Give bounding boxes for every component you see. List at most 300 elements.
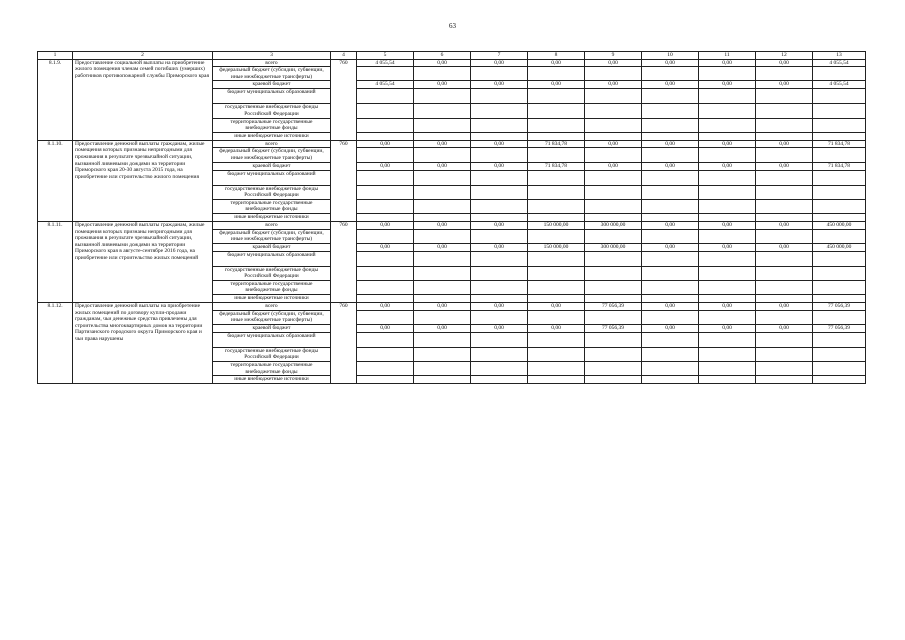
- funding-source: государственные внебюджетные фонды Российской Федерации: [213, 104, 331, 118]
- value-cell: [756, 332, 813, 347]
- funding-source: бюджет муниципальных образований: [213, 170, 331, 185]
- value-cell: [471, 332, 528, 347]
- value-cell: [357, 362, 414, 376]
- value-cell: [699, 229, 756, 243]
- value-cell: 77 056,39: [585, 324, 642, 332]
- value-cell: 71 834,78: [813, 162, 866, 170]
- value-cell: [642, 310, 699, 324]
- value-cell: 4 055,54: [357, 81, 414, 89]
- funding-source: иные внебюджетные источники: [213, 132, 331, 140]
- admin-code: 760: [331, 303, 357, 384]
- value-cell: [756, 89, 813, 104]
- value-cell: 0,00: [471, 303, 528, 311]
- value-cell: 0,00: [414, 140, 471, 148]
- value-cell: [642, 170, 699, 185]
- value-cell: [414, 347, 471, 361]
- value-cell: [414, 376, 471, 384]
- value-cell: [585, 213, 642, 221]
- value-cell: [585, 118, 642, 132]
- value-cell: [528, 170, 585, 185]
- column-header: 9: [585, 52, 642, 60]
- value-cell: [357, 104, 414, 118]
- value-cell: [699, 185, 756, 199]
- value-cell: [414, 132, 471, 140]
- value-cell: [471, 213, 528, 221]
- value-cell: [357, 229, 414, 243]
- value-cell: 0,00: [471, 162, 528, 170]
- value-cell: 0,00: [528, 324, 585, 332]
- value-cell: 0,00: [585, 162, 642, 170]
- value-cell: 0,00: [471, 324, 528, 332]
- value-cell: [414, 170, 471, 185]
- value-cell: [699, 251, 756, 266]
- value-cell: 0,00: [528, 59, 585, 67]
- value-cell: [756, 104, 813, 118]
- value-cell: [813, 310, 866, 324]
- value-cell: [357, 280, 414, 294]
- value-cell: [471, 118, 528, 132]
- value-cell: [357, 148, 414, 162]
- value-cell: [813, 362, 866, 376]
- budget-table: [37, 51, 866, 384]
- value-cell: [471, 89, 528, 104]
- value-cell: [528, 362, 585, 376]
- value-cell: [699, 295, 756, 303]
- value-cell: 450 000,00: [813, 221, 866, 229]
- value-cell: [642, 295, 699, 303]
- value-cell: [585, 170, 642, 185]
- funding-source: иные внебюджетные источники: [213, 376, 331, 384]
- value-cell: [528, 332, 585, 347]
- value-cell: [414, 266, 471, 280]
- value-cell: 0,00: [471, 243, 528, 251]
- value-cell: [357, 251, 414, 266]
- value-cell: [813, 280, 866, 294]
- value-cell: [471, 229, 528, 243]
- value-cell: [585, 132, 642, 140]
- value-cell: [813, 89, 866, 104]
- column-header: 8: [528, 52, 585, 60]
- value-cell: [756, 132, 813, 140]
- admin-code: 760: [331, 140, 357, 221]
- value-cell: [528, 295, 585, 303]
- table-row: [38, 59, 866, 67]
- value-cell: [528, 347, 585, 361]
- table-row: [38, 303, 866, 311]
- value-cell: 0,00: [414, 243, 471, 251]
- value-cell: 0,00: [756, 162, 813, 170]
- value-cell: [357, 295, 414, 303]
- value-cell: [585, 295, 642, 303]
- value-cell: [813, 185, 866, 199]
- value-cell: [756, 266, 813, 280]
- value-cell: [756, 347, 813, 361]
- value-cell: [813, 132, 866, 140]
- funding-source: всего: [213, 221, 331, 229]
- value-cell: [699, 199, 756, 213]
- value-cell: [357, 376, 414, 384]
- value-cell: [813, 213, 866, 221]
- value-cell: [471, 148, 528, 162]
- value-cell: [585, 229, 642, 243]
- value-cell: [528, 266, 585, 280]
- value-cell: [756, 213, 813, 221]
- funding-source: федеральный бюджет (субсидии, субвенции, иные межбюджетные трансферты): [213, 67, 331, 81]
- value-cell: [756, 148, 813, 162]
- value-cell: 71 834,78: [813, 140, 866, 148]
- value-cell: [357, 67, 414, 81]
- table-row: [38, 221, 866, 229]
- value-cell: [414, 280, 471, 294]
- value-cell: [585, 199, 642, 213]
- value-cell: [471, 104, 528, 118]
- value-cell: [585, 251, 642, 266]
- value-cell: [414, 213, 471, 221]
- value-cell: [528, 148, 585, 162]
- value-cell: [699, 67, 756, 81]
- value-cell: 0,00: [357, 303, 414, 311]
- value-cell: [528, 118, 585, 132]
- value-cell: [471, 362, 528, 376]
- value-cell: [813, 376, 866, 384]
- value-cell: [642, 67, 699, 81]
- value-cell: [357, 199, 414, 213]
- column-header: 2: [73, 52, 213, 60]
- item-name: Предоставление социальной выплаты на приобретение жилого помещения членам семей погибших (умерших) работников противопожарной службы Приморского края: [73, 59, 213, 140]
- column-header: 1: [38, 52, 73, 60]
- value-cell: 0,00: [471, 81, 528, 89]
- value-cell: [699, 310, 756, 324]
- value-cell: [414, 185, 471, 199]
- value-cell: 0,00: [357, 324, 414, 332]
- value-cell: [813, 266, 866, 280]
- value-cell: [642, 213, 699, 221]
- value-cell: [813, 229, 866, 243]
- value-cell: 71 834,78: [528, 162, 585, 170]
- value-cell: 0,00: [756, 324, 813, 332]
- funding-source: территориальные государственные внебюджетные фонды: [213, 118, 331, 132]
- funding-source: всего: [213, 59, 331, 67]
- value-cell: [813, 67, 866, 81]
- item-number: 8.1.11.: [38, 221, 73, 302]
- value-cell: [414, 310, 471, 324]
- value-cell: [528, 185, 585, 199]
- value-cell: [813, 295, 866, 303]
- funding-source: краевой бюджет: [213, 162, 331, 170]
- value-cell: [699, 148, 756, 162]
- value-cell: [414, 229, 471, 243]
- value-cell: [699, 376, 756, 384]
- funding-source: государственные внебюджетные фонды Российской Федерации: [213, 185, 331, 199]
- value-cell: [756, 310, 813, 324]
- funding-source: краевой бюджет: [213, 81, 331, 89]
- value-cell: [414, 148, 471, 162]
- value-cell: [471, 295, 528, 303]
- funding-source: территориальные государственные внебюджетные фонды: [213, 280, 331, 294]
- value-cell: 4 055,54: [813, 59, 866, 67]
- value-cell: [357, 213, 414, 221]
- item-name: Предоставление денежной выплаты гражданам, жилые помещения которых признаны непригодными для проживания в результате чрезвычайной ситуации, вызванной ливневыми дождями на территории Приморского края в августе-сентябре 2016 года, на приобретение или строительство жилых помещений: [73, 221, 213, 302]
- value-cell: 0,00: [699, 243, 756, 251]
- value-cell: 300 000,00: [585, 243, 642, 251]
- page-number: 63: [449, 22, 456, 30]
- funding-source: краевой бюджет: [213, 324, 331, 332]
- value-cell: 4 055,54: [813, 81, 866, 89]
- value-cell: [699, 89, 756, 104]
- funding-source: бюджет муниципальных образований: [213, 251, 331, 266]
- value-cell: [585, 376, 642, 384]
- value-cell: 0,00: [642, 81, 699, 89]
- value-cell: [699, 132, 756, 140]
- value-cell: [642, 362, 699, 376]
- value-cell: 0,00: [414, 221, 471, 229]
- value-cell: 0,00: [414, 59, 471, 67]
- value-cell: [699, 332, 756, 347]
- column-header: 7: [471, 52, 528, 60]
- table-row: [38, 140, 866, 148]
- value-cell: [414, 295, 471, 303]
- value-cell: 0,00: [471, 59, 528, 67]
- funding-source: государственные внебюджетные фонды Российской Федерации: [213, 266, 331, 280]
- value-cell: [756, 170, 813, 185]
- item-number: 8.1.10.: [38, 140, 73, 221]
- value-cell: [471, 266, 528, 280]
- value-cell: [471, 199, 528, 213]
- value-cell: 0,00: [642, 221, 699, 229]
- value-cell: 0,00: [642, 59, 699, 67]
- value-cell: [471, 132, 528, 140]
- value-cell: 0,00: [642, 140, 699, 148]
- funding-source: государственные внебюджетные фонды Российской Федерации: [213, 347, 331, 361]
- item-name: Предоставление денежной выплаты гражданам, жилые помещения которых признаны непригодными для проживания в результате чрезвычайной ситуации, вызванной ливневыми дождями на территории Приморского края 20-30 августа 2015 года, на приобретение или строительство жилого помещения: [73, 140, 213, 221]
- value-cell: 0,00: [414, 81, 471, 89]
- value-cell: [756, 199, 813, 213]
- value-cell: [414, 199, 471, 213]
- value-cell: [357, 89, 414, 104]
- value-cell: [642, 185, 699, 199]
- value-cell: [813, 118, 866, 132]
- value-cell: [357, 185, 414, 199]
- value-cell: 0,00: [585, 59, 642, 67]
- value-cell: [471, 376, 528, 384]
- value-cell: [699, 170, 756, 185]
- value-cell: 77 056,39: [813, 303, 866, 311]
- value-cell: [528, 67, 585, 81]
- value-cell: [528, 104, 585, 118]
- value-cell: [642, 280, 699, 294]
- value-cell: [756, 376, 813, 384]
- value-cell: [528, 213, 585, 221]
- value-cell: [471, 347, 528, 361]
- value-cell: 0,00: [756, 221, 813, 229]
- value-cell: [699, 266, 756, 280]
- value-cell: [756, 118, 813, 132]
- value-cell: [756, 229, 813, 243]
- value-cell: [585, 148, 642, 162]
- value-cell: 0,00: [642, 303, 699, 311]
- value-cell: [414, 118, 471, 132]
- value-cell: [699, 213, 756, 221]
- column-header: 10: [642, 52, 699, 60]
- value-cell: [528, 251, 585, 266]
- value-cell: 0,00: [357, 162, 414, 170]
- value-cell: 0,00: [699, 221, 756, 229]
- value-cell: [756, 295, 813, 303]
- value-cell: [642, 199, 699, 213]
- column-header: 4: [331, 52, 357, 60]
- value-cell: [528, 229, 585, 243]
- column-header: 3: [213, 52, 331, 60]
- funding-source: федеральный бюджет (субсидии, субвенции, иные межбюджетные трансферты): [213, 148, 331, 162]
- value-cell: [699, 118, 756, 132]
- value-cell: 0,00: [699, 59, 756, 67]
- value-cell: [699, 280, 756, 294]
- column-header: 6: [414, 52, 471, 60]
- value-cell: 0,00: [756, 81, 813, 89]
- value-cell: 0,00: [756, 243, 813, 251]
- value-cell: 0,00: [642, 162, 699, 170]
- value-cell: 0,00: [528, 303, 585, 311]
- value-cell: [414, 362, 471, 376]
- value-cell: [357, 118, 414, 132]
- value-cell: [528, 280, 585, 294]
- value-cell: [813, 332, 866, 347]
- value-cell: 0,00: [414, 324, 471, 332]
- value-cell: 0,00: [756, 59, 813, 67]
- value-cell: 0,00: [699, 324, 756, 332]
- value-cell: [585, 362, 642, 376]
- value-cell: [642, 266, 699, 280]
- value-cell: [813, 170, 866, 185]
- value-cell: [642, 104, 699, 118]
- value-cell: 77 056,39: [585, 303, 642, 311]
- value-cell: [528, 132, 585, 140]
- value-cell: 0,00: [357, 243, 414, 251]
- value-cell: [642, 251, 699, 266]
- value-cell: [642, 148, 699, 162]
- value-cell: 150 000,00: [528, 221, 585, 229]
- admin-code: 760: [331, 59, 357, 140]
- value-cell: [585, 332, 642, 347]
- value-cell: 77 056,39: [813, 324, 866, 332]
- funding-source: территориальные государственные внебюджетные фонды: [213, 362, 331, 376]
- column-header: 12: [756, 52, 813, 60]
- value-cell: 0,00: [471, 221, 528, 229]
- value-cell: [357, 266, 414, 280]
- value-cell: 0,00: [528, 81, 585, 89]
- funding-source: федеральный бюджет (субсидии, субвенции, иные межбюджетные трансферты): [213, 229, 331, 243]
- value-cell: [528, 199, 585, 213]
- value-cell: [756, 280, 813, 294]
- funding-source: краевой бюджет: [213, 243, 331, 251]
- value-cell: [642, 376, 699, 384]
- funding-source: бюджет муниципальных образований: [213, 89, 331, 104]
- value-cell: 0,00: [357, 221, 414, 229]
- value-cell: [813, 199, 866, 213]
- value-cell: 0,00: [585, 140, 642, 148]
- value-cell: [642, 347, 699, 361]
- value-cell: 0,00: [414, 303, 471, 311]
- value-cell: [813, 148, 866, 162]
- value-cell: [642, 89, 699, 104]
- value-cell: [699, 347, 756, 361]
- value-cell: [414, 332, 471, 347]
- column-header: 11: [699, 52, 756, 60]
- value-cell: [471, 280, 528, 294]
- value-cell: [471, 185, 528, 199]
- value-cell: [642, 332, 699, 347]
- value-cell: [585, 266, 642, 280]
- value-cell: 0,00: [756, 140, 813, 148]
- value-cell: [813, 251, 866, 266]
- value-cell: 450 000,00: [813, 243, 866, 251]
- value-cell: [813, 347, 866, 361]
- value-cell: 0,00: [642, 243, 699, 251]
- value-cell: 300 000,00: [585, 221, 642, 229]
- value-cell: [585, 104, 642, 118]
- value-cell: [471, 251, 528, 266]
- value-cell: 0,00: [699, 303, 756, 311]
- value-cell: [756, 251, 813, 266]
- funding-source: всего: [213, 140, 331, 148]
- value-cell: [756, 362, 813, 376]
- item-number: 8.1.12.: [38, 303, 73, 384]
- value-cell: [414, 89, 471, 104]
- value-cell: [642, 229, 699, 243]
- value-cell: [357, 170, 414, 185]
- value-cell: [471, 310, 528, 324]
- value-cell: 150 000,00: [528, 243, 585, 251]
- funding-source: всего: [213, 303, 331, 311]
- value-cell: 0,00: [471, 140, 528, 148]
- value-cell: [585, 310, 642, 324]
- value-cell: [585, 89, 642, 104]
- value-cell: [528, 89, 585, 104]
- funding-source: территориальные государственные внебюджетные фонды: [213, 199, 331, 213]
- value-cell: 0,00: [642, 324, 699, 332]
- value-cell: 0,00: [699, 140, 756, 148]
- value-cell: [528, 310, 585, 324]
- admin-code: 760: [331, 221, 357, 302]
- value-cell: [699, 362, 756, 376]
- value-cell: [414, 104, 471, 118]
- value-cell: [642, 132, 699, 140]
- value-cell: [642, 118, 699, 132]
- value-cell: [756, 185, 813, 199]
- item-name: Предоставление денежной выплаты на приобретение жилых помещений по договору купли-продажи гражданам, чьи денежные средства привлечены для строительства многоквартирных домов на территории Партизанского городского округа Приморского края и чьи права нарушены: [73, 303, 213, 384]
- value-cell: [414, 67, 471, 81]
- value-cell: 0,00: [357, 140, 414, 148]
- value-cell: 0,00: [585, 81, 642, 89]
- value-cell: 0,00: [699, 162, 756, 170]
- value-cell: [585, 347, 642, 361]
- column-header: 13: [813, 52, 866, 60]
- funding-source: бюджет муниципальных образований: [213, 332, 331, 347]
- value-cell: [357, 332, 414, 347]
- value-cell: [585, 185, 642, 199]
- header-row: [38, 52, 866, 60]
- item-number: 8.1.9.: [38, 59, 73, 140]
- funding-source: федеральный бюджет (субсидии, субвенции, иные межбюджетные трансферты): [213, 310, 331, 324]
- column-header: 5: [357, 52, 414, 60]
- value-cell: [756, 67, 813, 81]
- value-cell: [357, 132, 414, 140]
- value-cell: [357, 347, 414, 361]
- value-cell: [585, 67, 642, 81]
- value-cell: [471, 67, 528, 81]
- value-cell: 0,00: [699, 81, 756, 89]
- value-cell: [813, 104, 866, 118]
